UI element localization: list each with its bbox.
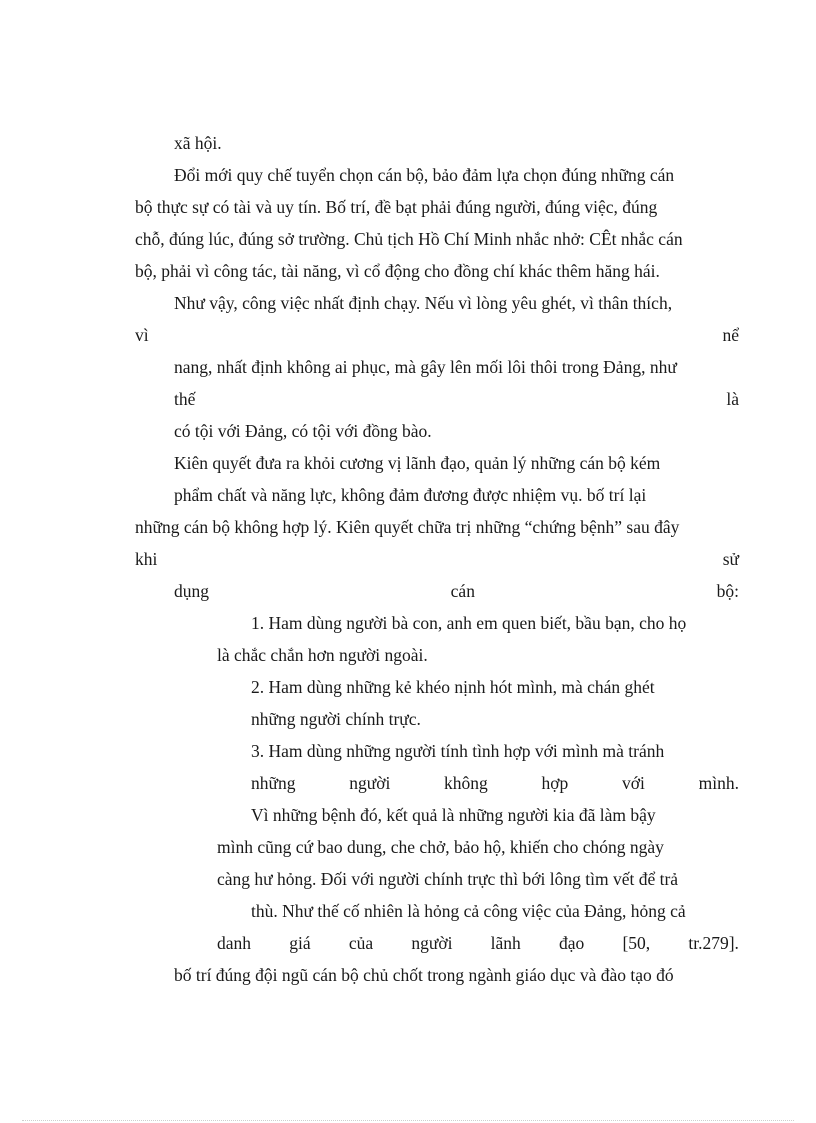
text-line-11: Kiên quyết đưa ra khỏi cương vị lãnh đạo, quản lý những cán bộ kém [174,453,661,473]
quote-line-1: Vì những bệnh đó, kết quả là những người kia đã làm bậy [251,805,656,825]
quote-line-5-spread [217,933,739,953]
word: sử [722,549,739,569]
word: danh [217,933,252,953]
text-line-8: nang, nhất định không ai phục, mà gây lên mối lôi thôi trong Đảng, như [174,357,677,377]
word: vì [135,325,149,345]
word: lãnh [490,933,521,953]
word: [50, [622,933,651,953]
text-line-4: chỗ, đúng lúc, đúng sở trường. Chủ tịch Hồ Chí Minh nhắc nhở: CÊt nhắc cán [135,229,683,249]
text-line-2: Đổi mới quy chế tuyển chọn cán bộ, bảo đảm lựa chọn đúng những cán [174,165,675,185]
quote-line-2: mình cũng cứ bao dung, che chở, bảo hộ, khiến cho chóng ngày [217,837,664,857]
word: những [251,773,296,793]
list-item-1-line-2: là chắc chắn hơn người ngoài. [217,645,428,665]
word: không [444,773,488,793]
text-line-5: bộ, phải vì công tác, tài năng, vì cổ động cho đồng chí khác thêm hăng hái. [135,261,660,281]
text-line-3: bộ thực sự có tài và uy tín. Bố trí, đề bạt phải đúng người, đúng việc, đúng [135,197,658,217]
word: bộ: [716,581,739,601]
list-item-2-line-1: 2. Ham dùng những kẻ khéo nịnh hót mình, mà chán ghét [251,677,655,697]
text-line-13: những cán bộ không hợp lý. Kiên quyết chữa trị những “chứng bệnh” sau đây [135,517,680,537]
word: cán [450,581,475,601]
word: của [348,933,374,953]
word: nể [722,325,739,345]
word: với [622,773,645,793]
quote-line-3: càng hư hỏng. Đối với người chính trực thì bới lông tìm vết để trả [217,869,679,889]
word: giá [289,933,311,953]
text-line-14-spread [135,549,739,569]
text-line-6: Như vậy, công việc nhất định chạy. Nếu vì lòng yêu ghét, vì thân thích, [174,293,673,313]
word: hợp [541,773,569,793]
word: dụng [174,581,209,601]
word: thế [174,389,196,409]
list-item-3-line-1: 3. Ham dùng những người tính tình hợp với mình mà tránh [251,741,665,761]
word: khi [135,549,158,569]
quote-line-4: thù. Như thế cố nhiên là hỏng cả công việc của Đảng, hỏng cả [251,901,686,921]
text-line-last: bố trí đúng đội ngũ cán bộ chủ chốt trong ngành giáo dục và đào tạo đó [174,965,674,985]
text-line-9-spread [174,389,739,409]
word: người [411,933,453,953]
word: là [726,389,739,409]
list-item-1-line-1: 1. Ham dùng người bà con, anh em quen biết, bầu bạn, cho họ [251,613,687,633]
text-line-7-spread [135,325,739,345]
word: tr.279]. [688,933,739,953]
text-line-1: xã hội. [174,133,222,153]
word: người [349,773,391,793]
list-item-3-line-2-spread [251,773,739,793]
word: đạo [558,933,585,953]
word: mình. [698,773,739,793]
page-bottom-rule [22,1120,794,1121]
list-item-2-line-2: những người chính trực. [251,709,421,729]
text-line-10: có tội với Đảng, có tội với đồng bào. [174,421,432,441]
text-line-12: phẩm chất và năng lực, không đảm đương được nhiệm vụ. bố trí lại [174,485,647,505]
text-line-15-spread [174,581,739,601]
